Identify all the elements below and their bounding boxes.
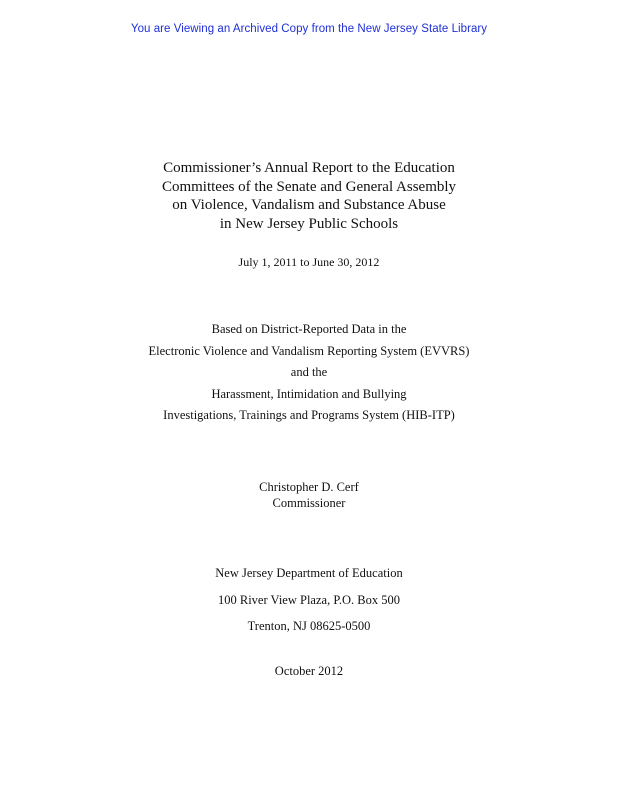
data-source-description (0, 319, 618, 427)
source-line: and the (290, 365, 328, 379)
source-line: Harassment, Intimidation and Bullying (211, 386, 407, 401)
source-line: Based on District-Reported Data in the (211, 322, 407, 336)
department-name: New Jersey Department of Education (215, 566, 403, 580)
archive-banner: You are Viewing an Archived Copy from the New Jersey State Library (130, 23, 488, 35)
title-line: on Violence, Vandalism and Substance Abuse (172, 197, 446, 213)
report-period: July 1, 2011 to June 30, 2012 (238, 255, 380, 269)
commissioner-block (0, 480, 618, 511)
title-line: in New Jersey Public Schools (219, 215, 399, 232)
source-line: Electronic Violence and Vandalism Reporting System (EVVRS) (148, 343, 470, 358)
publication-date: October 2012 (274, 664, 344, 678)
department-city: Trenton, NJ 08625-0500 (247, 619, 371, 633)
department-block (0, 560, 618, 640)
commissioner-role: Commissioner (272, 495, 346, 510)
source-line: Investigations, Trainings and Programs System (HIB-ITP) (163, 408, 455, 422)
title-line: Committees of the Senate and General Assembly (161, 178, 457, 195)
report-title (0, 159, 618, 233)
department-address: 100 River View Plaza, P.O. Box 500 (218, 592, 400, 607)
title-line: Commissioner’s Annual Report to the Education (163, 160, 455, 176)
commissioner-name: Christopher D. Cerf (259, 480, 359, 494)
